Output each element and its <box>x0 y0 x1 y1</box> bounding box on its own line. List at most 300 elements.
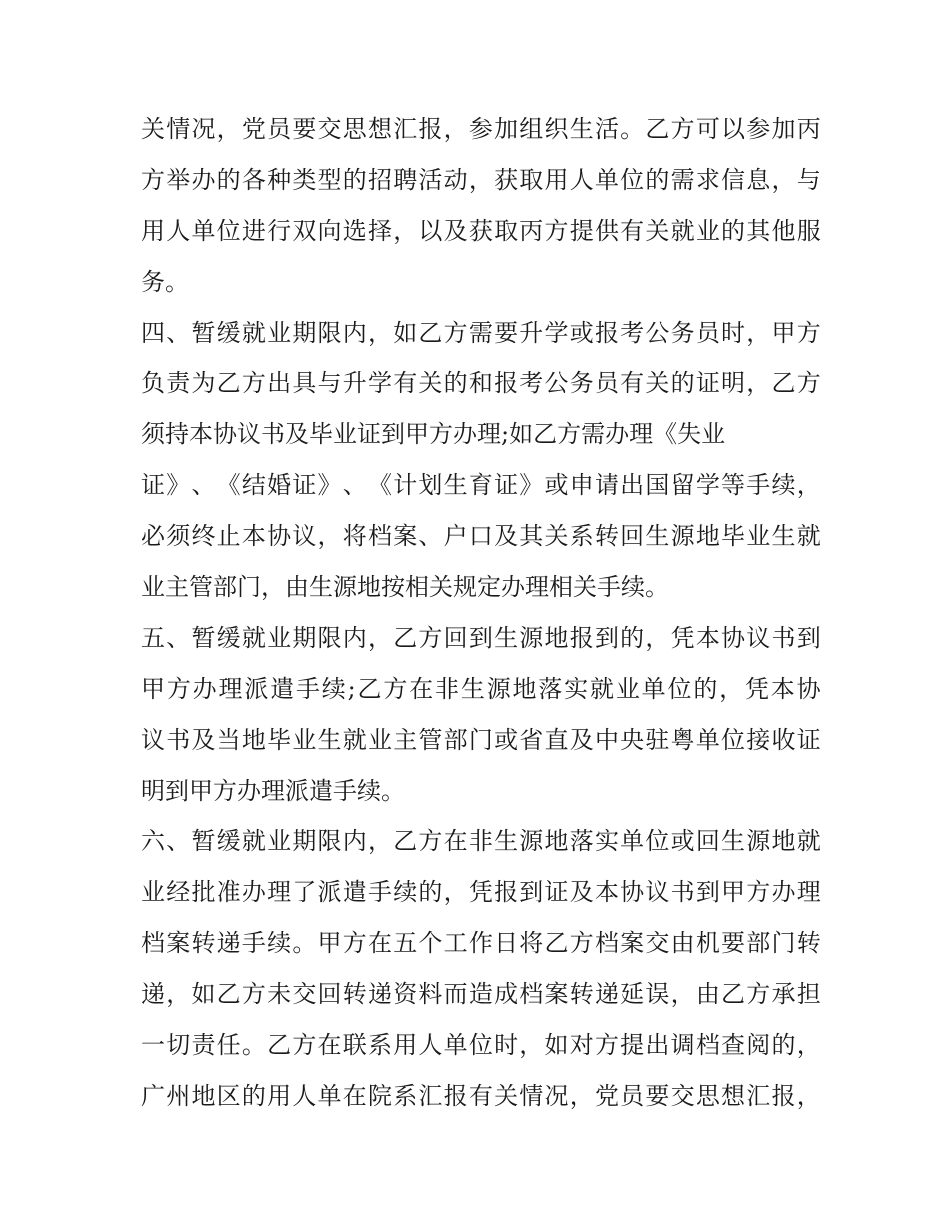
text-glyph: 员 <box>695 318 720 347</box>
text-glyph: 取 <box>494 216 519 245</box>
text-glyph: 人 <box>418 1031 443 1060</box>
text-glyph: 查 <box>721 1031 746 1060</box>
text-glyph: 甲 <box>721 878 746 907</box>
text-glyph: 位 <box>216 216 241 245</box>
text-glyph: 。 <box>620 115 645 143</box>
text-glyph: 息 <box>746 165 771 194</box>
text-glyph: 日 <box>494 929 519 958</box>
text-glyph: 的 <box>443 369 468 398</box>
text-glyph: 双 <box>292 216 317 245</box>
text-glyph: 档 <box>141 929 165 958</box>
text-glyph: 业 <box>267 623 292 652</box>
text-glyph: 汇 <box>393 115 418 143</box>
text-glyph: 用 <box>544 165 569 194</box>
text-glyph: 就 <box>796 522 821 551</box>
text-glyph: 及 <box>191 725 216 754</box>
text-line <box>141 715 821 766</box>
text-glyph: 议 <box>645 878 670 907</box>
text-glyph: 手 <box>295 674 320 703</box>
text-glyph: 期 <box>292 318 317 347</box>
text-glyph: 案 <box>393 522 418 551</box>
text-glyph: 责 <box>191 1031 216 1060</box>
text-glyph: 造 <box>468 980 493 1009</box>
text-line <box>141 918 821 969</box>
text-glyph: 毕 <box>267 725 292 754</box>
text-glyph: 期 <box>292 827 317 856</box>
text-glyph: 、 <box>418 522 443 551</box>
text-glyph: 而 <box>443 980 468 1009</box>
text-glyph: 需 <box>670 165 695 194</box>
text-glyph: 育 <box>468 471 493 500</box>
text-glyph: 组 <box>519 115 544 143</box>
text-glyph: 转 <box>191 929 216 958</box>
text-glyph: 证 <box>292 471 317 500</box>
text-glyph: 申 <box>569 471 594 500</box>
text-glyph: 止 <box>216 522 241 551</box>
text-glyph: 本 <box>695 623 720 652</box>
text-glyph: 生 <box>771 522 796 551</box>
text-glyph: 证 <box>544 878 569 907</box>
text-glyph: 选 <box>342 216 367 245</box>
text-glyph: 院 <box>367 1081 392 1110</box>
text-glyph: 学 <box>695 471 720 500</box>
text-glyph: 关 <box>645 369 670 398</box>
text-glyph: 出 <box>267 369 292 398</box>
text-glyph: 人 <box>166 216 191 245</box>
text-glyph: 行 <box>267 216 292 245</box>
text-glyph: 递 <box>141 980 165 1009</box>
text-glyph: 和 <box>468 369 493 398</box>
text-glyph: ， <box>796 471 821 500</box>
text-line <box>141 867 821 918</box>
text-glyph: 、 <box>166 827 191 856</box>
text-glyph: ， <box>746 369 771 398</box>
text-glyph: 地 <box>191 1081 216 1110</box>
text-line <box>141 562 821 613</box>
text-glyph: 地 <box>241 725 266 754</box>
text-glyph: 招 <box>367 165 392 194</box>
text-glyph: 时 <box>721 318 746 347</box>
text-glyph: ， <box>796 1081 821 1110</box>
text-glyph: 非 <box>435 674 460 703</box>
text-glyph: 时 <box>494 1031 519 1060</box>
text-glyph: 户 <box>443 522 468 551</box>
text-glyph: 限 <box>317 318 342 347</box>
text-glyph: 位 <box>667 674 692 703</box>
text-glyph: 乙 <box>393 623 418 652</box>
text-glyph: 员 <box>267 115 292 143</box>
text-glyph: 如 <box>393 318 418 347</box>
text-glyph: 证 <box>796 725 821 754</box>
text-line <box>141 358 821 409</box>
text-glyph: 就 <box>796 827 821 856</box>
text-glyph: 系 <box>367 1031 392 1060</box>
text-glyph: 续 <box>321 674 346 703</box>
text-glyph: 派 <box>244 674 269 703</box>
text-glyph: 驻 <box>645 725 670 754</box>
text-glyph: ， <box>670 980 695 1009</box>
text-glyph: ， <box>746 318 771 347</box>
text-glyph: 位 <box>645 827 670 856</box>
text-glyph: 限 <box>317 827 342 856</box>
text-glyph: 误 <box>645 980 670 1009</box>
text-glyph: 收 <box>771 725 796 754</box>
text-glyph: 机 <box>695 929 720 958</box>
text-glyph: 证 <box>494 471 519 500</box>
text-glyph: 报 <box>494 878 519 907</box>
text-glyph: 其 <box>746 216 771 245</box>
text-glyph: ， <box>569 1081 594 1110</box>
text-glyph: 议 <box>141 725 165 754</box>
text-glyph: 丙 <box>796 115 821 143</box>
text-glyph: 区 <box>216 1081 241 1110</box>
text-glyph: 学 <box>367 369 392 398</box>
text-line <box>141 766 821 817</box>
text-glyph: 准 <box>216 878 241 907</box>
text-glyph: 用 <box>267 1081 292 1110</box>
text-glyph: 方 <box>141 165 165 194</box>
text-glyph: 报 <box>569 623 594 652</box>
text-glyph: 转 <box>342 980 367 1009</box>
text-glyph: 地 <box>544 827 569 856</box>
text-glyph: 及 <box>569 878 594 907</box>
text-glyph: 切 <box>166 1031 191 1060</box>
text-glyph: 计 <box>393 471 418 500</box>
text-glyph: 生 <box>569 115 594 143</box>
text-glyph: 续 <box>771 471 796 500</box>
text-glyph: 本 <box>241 522 266 551</box>
text-glyph: 系 <box>393 1081 418 1110</box>
text-glyph: 就 <box>342 725 367 754</box>
text-glyph: 凭 <box>744 674 769 703</box>
text-glyph: 出 <box>645 1031 670 1060</box>
text-glyph: 具 <box>292 369 317 398</box>
text-glyph: 方 <box>166 674 191 703</box>
text-glyph: 内 <box>342 623 367 652</box>
text-glyph: 可 <box>695 115 720 143</box>
text-glyph: 暂 <box>191 623 216 652</box>
text-glyph: 务 <box>670 318 695 347</box>
text-glyph: 办 <box>192 674 217 703</box>
text-glyph: 人 <box>569 165 594 194</box>
text-glyph: 任 <box>216 1031 241 1060</box>
text-glyph: 协 <box>620 878 645 907</box>
text-glyph: 他 <box>771 216 796 245</box>
text-glyph: 参 <box>468 115 493 143</box>
text-glyph: ， <box>771 165 796 194</box>
text-glyph: 手 <box>241 929 266 958</box>
text-glyph: 《 <box>367 471 392 500</box>
text-glyph: 的 <box>216 165 241 194</box>
text-glyph: 书 <box>670 878 695 907</box>
text-glyph: 作 <box>468 929 493 958</box>
text-glyph: 限 <box>317 623 342 652</box>
text-glyph: 负 <box>141 369 165 398</box>
text-glyph: 凭 <box>670 623 695 652</box>
text-glyph: 案 <box>620 929 645 958</box>
text-glyph: 要 <box>292 115 317 143</box>
text-glyph: 方 <box>796 369 821 398</box>
text-glyph: 到 <box>519 878 544 907</box>
text-glyph: 织 <box>544 115 569 143</box>
text-glyph: 方 <box>292 1031 317 1060</box>
text-glyph: 书 <box>771 623 796 652</box>
text-glyph: 情 <box>166 115 191 143</box>
text-glyph: 婚 <box>267 471 292 500</box>
text-glyph: 当 <box>216 725 241 754</box>
text-glyph: 情 <box>519 1081 544 1110</box>
text-glyph: 协 <box>721 623 746 652</box>
text-glyph: 业 <box>141 878 165 907</box>
text-glyph: 报 <box>494 369 519 398</box>
text-glyph: 。 <box>292 929 317 958</box>
text-glyph: 等 <box>721 471 746 500</box>
text-line <box>141 460 821 511</box>
text-glyph: 况 <box>191 115 216 143</box>
text-glyph: 型 <box>317 165 342 194</box>
text-glyph: 报 <box>418 115 443 143</box>
text-glyph: 毕 <box>721 522 746 551</box>
text-glyph: 》 <box>317 471 342 500</box>
text-glyph: 乙 <box>721 980 746 1009</box>
text-glyph: 业 <box>267 827 292 856</box>
text-glyph: 协 <box>796 674 821 703</box>
text-glyph: 获 <box>494 165 519 194</box>
text-glyph: 凭 <box>468 878 493 907</box>
text-glyph: 况 <box>544 1081 569 1110</box>
text-glyph: 乙 <box>393 827 418 856</box>
text-glyph: 、 <box>191 471 216 500</box>
text-glyph: 将 <box>519 929 544 958</box>
text-line <box>141 1071 821 1122</box>
text-glyph: 与 <box>796 165 821 194</box>
text-glyph: 在 <box>443 827 468 856</box>
text-glyph: 有 <box>468 1081 493 1110</box>
text-glyph: 方 <box>342 929 367 958</box>
text-glyph: 的 <box>620 623 645 652</box>
text-glyph: 业 <box>292 725 317 754</box>
text-glyph: 办 <box>191 165 216 194</box>
text-glyph: 单 <box>443 1031 468 1060</box>
text-glyph: 系 <box>569 522 594 551</box>
text-glyph: 有 <box>620 216 645 245</box>
text-glyph: 需 <box>468 318 493 347</box>
text-glyph: 方 <box>443 318 468 347</box>
text-glyph: 》 <box>166 471 191 500</box>
text-glyph: 递 <box>594 980 619 1009</box>
text-glyph: 及 <box>443 216 468 245</box>
text-glyph: 方 <box>383 674 408 703</box>
document-body <box>141 104 821 1122</box>
text-glyph: 在 <box>409 674 434 703</box>
text-glyph: ; <box>347 674 356 703</box>
text-glyph: ， <box>393 216 418 245</box>
text-glyph: 案 <box>544 980 569 1009</box>
text-glyph: 加 <box>771 115 796 143</box>
text-glyph: 用 <box>141 216 165 245</box>
text-glyph: ， <box>443 115 468 143</box>
text-glyph: 动 <box>443 165 468 194</box>
text-line-content: 业主管部门，由生源地按相关规定办理相关手续。 <box>141 573 669 602</box>
text-glyph: 业 <box>267 318 292 347</box>
text-glyph: 生 <box>494 827 519 856</box>
text-glyph: 档 <box>695 1031 720 1060</box>
text-glyph: 交 <box>292 980 317 1009</box>
text-glyph: 手 <box>746 471 771 500</box>
text-glyph: ， <box>367 827 392 856</box>
text-glyph: 缓 <box>216 318 241 347</box>
text-glyph: 有 <box>620 369 645 398</box>
text-glyph: 转 <box>594 522 619 551</box>
text-glyph: 的 <box>670 369 695 398</box>
text-glyph: 议 <box>292 522 317 551</box>
text-glyph: 种 <box>267 165 292 194</box>
text-glyph: 到 <box>468 623 493 652</box>
text-glyph: 续 <box>393 878 418 907</box>
text-glyph: 的 <box>645 165 670 194</box>
text-glyph: 关 <box>141 115 165 143</box>
text-glyph: 类 <box>292 165 317 194</box>
text-glyph: 中 <box>594 725 619 754</box>
text-glyph: ， <box>645 623 670 652</box>
text-glyph: 人 <box>292 1081 317 1110</box>
text-glyph: 单 <box>620 827 645 856</box>
text-glyph: 批 <box>191 878 216 907</box>
text-glyph: 回 <box>443 623 468 652</box>
text-glyph: 或 <box>670 827 695 856</box>
text-glyph: 信 <box>721 165 746 194</box>
text-glyph: 就 <box>590 674 614 703</box>
text-glyph: 缓 <box>216 623 241 652</box>
text-glyph: 方 <box>418 623 443 652</box>
text-line <box>141 206 821 257</box>
text-glyph: 六 <box>141 827 165 856</box>
text-glyph: 到 <box>594 623 619 652</box>
text-glyph: 证 <box>141 471 165 500</box>
text-glyph: 想 <box>721 1081 746 1110</box>
text-glyph: 方 <box>418 827 443 856</box>
text-glyph: 遣 <box>342 878 367 907</box>
text-glyph: 就 <box>241 318 266 347</box>
text-line <box>141 1020 821 1071</box>
text-glyph: 择 <box>367 216 392 245</box>
text-glyph: 活 <box>418 165 443 194</box>
text-glyph: ， <box>519 1031 544 1060</box>
text-glyph: 工 <box>443 929 468 958</box>
text-glyph: 生 <box>645 522 670 551</box>
text-glyph: 用 <box>393 1031 418 1060</box>
text-glyph: 单 <box>641 674 666 703</box>
text-glyph: 》 <box>519 471 544 500</box>
text-glyph: 向 <box>317 216 342 245</box>
text-glyph: 聘 <box>393 165 418 194</box>
text-glyph: 关 <box>494 1081 519 1110</box>
text-glyph: 、 <box>342 471 367 500</box>
text-glyph: 其 <box>519 522 544 551</box>
text-glyph: 回 <box>695 827 720 856</box>
text-glyph: 回 <box>317 980 342 1009</box>
text-line <box>141 409 821 460</box>
text-glyph: 方 <box>594 1031 619 1060</box>
text-glyph: 单 <box>695 725 720 754</box>
text-glyph: 办 <box>771 878 796 907</box>
text-glyph: 为 <box>191 369 216 398</box>
text-glyph: 位 <box>620 165 645 194</box>
text-glyph: ， <box>443 878 468 907</box>
text-glyph: 案 <box>166 929 191 958</box>
text-line <box>141 511 821 562</box>
text-glyph: 未 <box>267 980 292 1009</box>
text-glyph: 部 <box>443 725 468 754</box>
text-glyph: 落 <box>569 827 594 856</box>
text-glyph: 的 <box>342 165 367 194</box>
text-glyph: 升 <box>519 318 544 347</box>
text-glyph: 汇 <box>418 1081 443 1110</box>
text-glyph: 延 <box>620 980 645 1009</box>
text-glyph: 乙 <box>645 115 670 143</box>
text-glyph: 或 <box>544 471 569 500</box>
text-glyph: 方 <box>569 929 594 958</box>
text-glyph: 了 <box>292 878 317 907</box>
text-glyph: 地 <box>544 623 569 652</box>
text-glyph: 乙 <box>544 929 569 958</box>
text-glyph: 就 <box>241 623 266 652</box>
text-glyph: 主 <box>393 725 418 754</box>
text-glyph: 生 <box>494 623 519 652</box>
text-glyph: 升 <box>342 369 367 398</box>
text-glyph: 划 <box>418 471 443 500</box>
text-glyph: 直 <box>544 725 569 754</box>
text-glyph: 成 <box>494 980 519 1009</box>
text-glyph: 证 <box>695 369 720 398</box>
text-glyph: 个 <box>418 929 443 958</box>
text-glyph: 必 <box>141 522 165 551</box>
text-glyph: 一 <box>141 1031 165 1060</box>
text-glyph: 考 <box>519 369 544 398</box>
text-glyph: 理 <box>796 878 821 907</box>
text-glyph: 管 <box>418 725 443 754</box>
text-glyph: 源 <box>486 674 511 703</box>
text-glyph: 手 <box>367 878 392 907</box>
text-glyph: 。 <box>241 1031 266 1060</box>
text-glyph: 以 <box>418 216 443 245</box>
text-glyph: 央 <box>620 725 645 754</box>
text-glyph: 服 <box>796 216 821 245</box>
text-glyph: 、 <box>166 318 191 347</box>
text-line <box>141 308 821 359</box>
text-glyph: 有 <box>393 369 418 398</box>
text-glyph: 结 <box>241 471 266 500</box>
text-line-content: 须持本协议书及毕业证到甲方办理;如乙方需办理《失业 <box>141 420 726 449</box>
text-glyph: 的 <box>771 1031 796 1060</box>
text-glyph: 地 <box>771 827 796 856</box>
text-glyph: 非 <box>468 827 493 856</box>
text-line <box>141 664 821 715</box>
text-glyph: 就 <box>670 216 695 245</box>
text-glyph: 思 <box>342 115 367 143</box>
text-glyph: 调 <box>670 1031 695 1060</box>
text-glyph: ， <box>719 674 744 703</box>
text-glyph: 派 <box>317 878 342 907</box>
text-glyph: ， <box>216 115 241 143</box>
text-line <box>141 816 821 867</box>
text-glyph: 甲 <box>771 318 796 347</box>
text-glyph: 要 <box>645 1081 670 1110</box>
text-glyph: 落 <box>538 674 563 703</box>
text-glyph: 源 <box>670 522 695 551</box>
text-glyph: 方 <box>746 878 771 907</box>
text-glyph: 递 <box>216 929 241 958</box>
